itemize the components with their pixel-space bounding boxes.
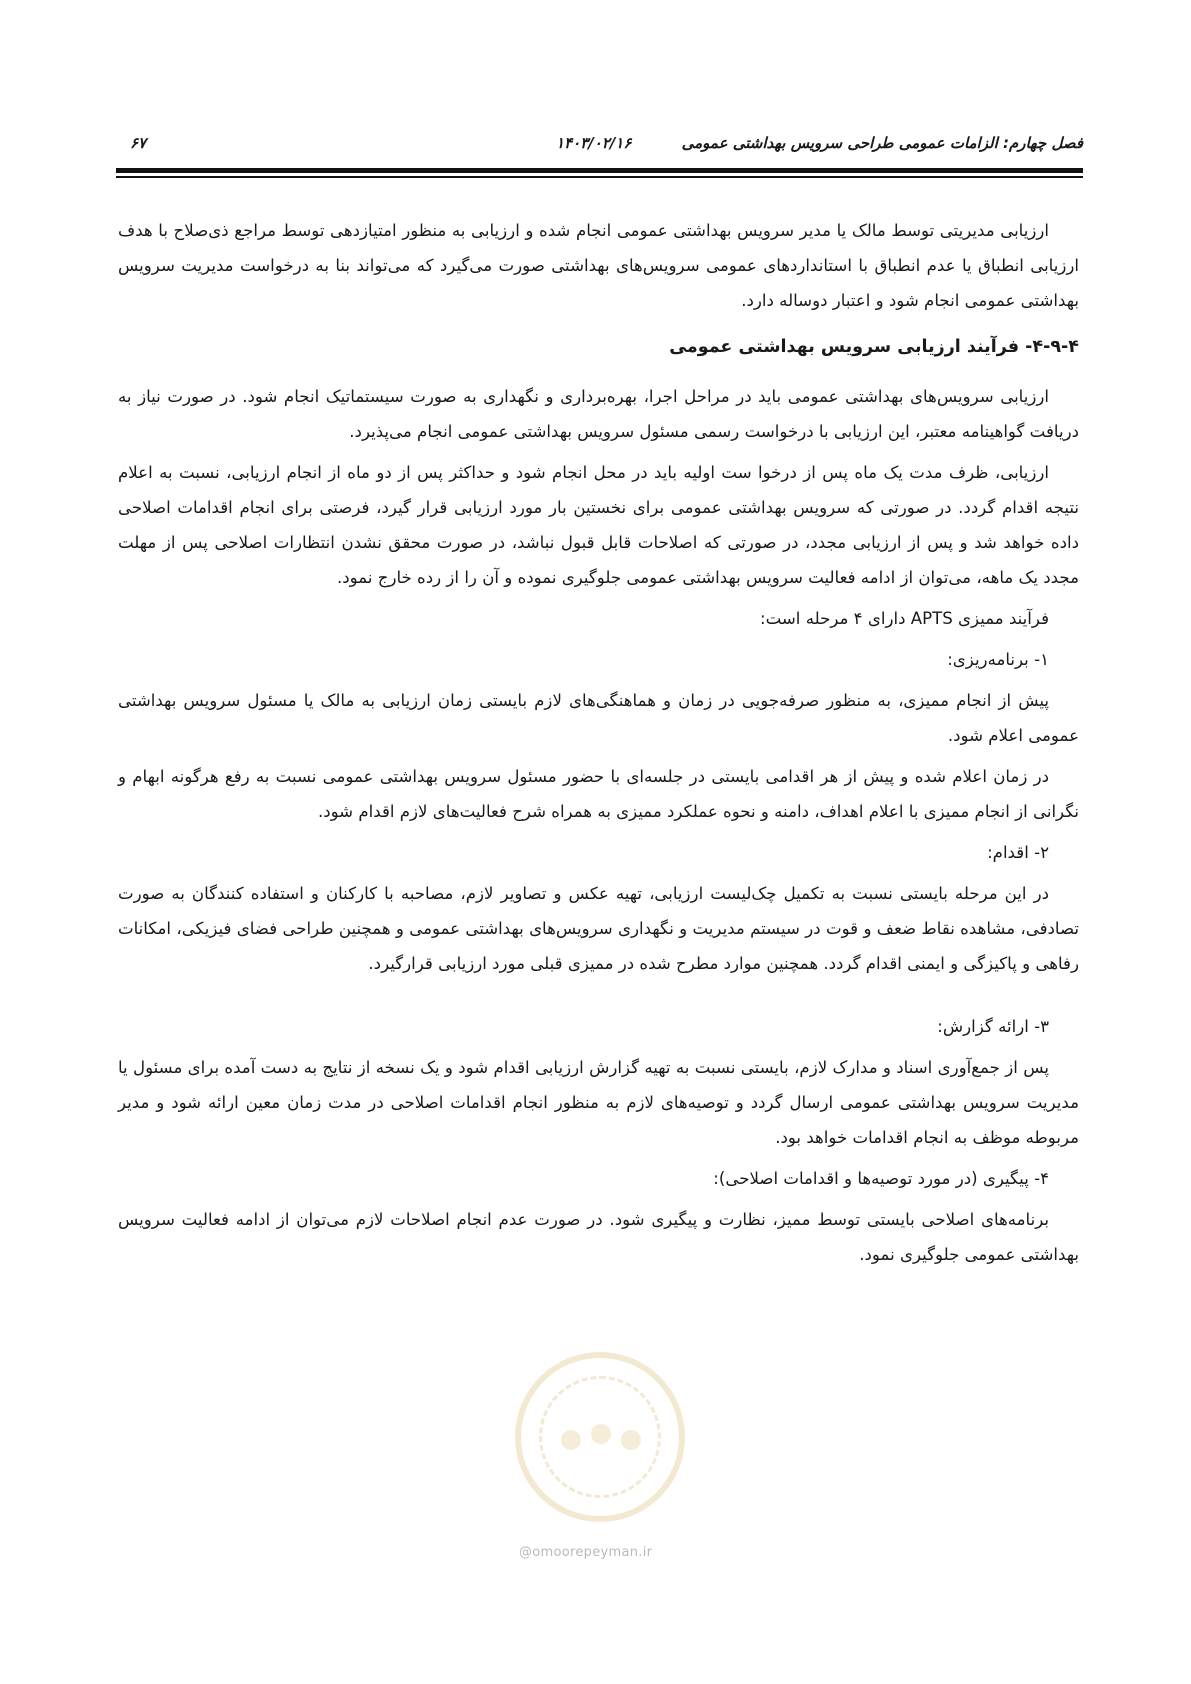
step-action: ۲- اقدام: — [987, 843, 1049, 862]
watermark-seal — [515, 1352, 685, 1522]
paragraph-audit-stages: فرآیند ممیزی APTS دارای ۴ مرحله است: — [760, 609, 1049, 628]
paragraph-planning: پیش از انجام ممیزی، به منظور صرفه‌جویی در زمان و هماهنگی‌های لازم بایستی زمان ارزیابی به مالک یا مسئول سرویس بهداشتی عمومی اعلام شود. — [118, 691, 1079, 745]
section-heading: ۴-۹-۴- فرآیند ارزیابی سرویس بهداشتی عمومی — [669, 337, 1079, 357]
paragraph-systematic-assessment: ارزیابی سرویس‌های بهداشتی عمومی باید در مراحل اجرا، بهره‌برداری و نگهداری به صورت سیستماتیک انجام شود. در صورت نیاز به دریافت گواهینامه معتبر، این ارزیابی با درخواست رسمی مسئول سرویس بهداشتی عمومی انجام می‌پذیرد. — [118, 387, 1079, 441]
page-header — [116, 128, 1083, 168]
chapter-title: فصل چهارم: الزامات عمومی طراحی سرویس بهداشتی عمومی — [681, 134, 1083, 152]
step-report: ۳- ارائه گزارش: — [937, 1017, 1049, 1036]
paragraph-report: پس از جمع‌آوری اسناد و مدارک لازم، بایستی نسبت به تهیه گزارش ارزیابی اقدام شود و یک نسخه از نتایج به دست آمده برای مسئول یا مدیریت سرویس بهداشتی عمومی ارسال گردد و توصیه‌های لازم به منظور انجام اقدامات اصلاحی در مدت زمان معین ارائه شود و مدیر مربوطه موظف به انجام اقدامات خواهد بود. — [118, 1058, 1079, 1147]
paragraph-followup: برنامه‌های اصلاحی بایستی توسط ممیز، نظارت و پیگیری شود. در صورت عدم انجام اصلاحات لازم می‌توان از ادامه فعالیت سرویس بهداشتی عمومی جلوگیری نمود. — [118, 1210, 1079, 1264]
paragraph-management-assessment: ارزیابی مدیریتی توسط مالک یا مدیر سرویس بهداشتی عمومی انجام شده و ارزیابی به منظور امتیازدهی توسط مراجع ذی‌صلاح با هدف ارزیابی انطباق یا عدم انطباق با استانداردهای عمومی سرویس‌های بهداشتی صورت می‌گیرد که می‌تواند بنا به درخواست مدیریت سرویس بهداشتی عمومی انجام شود و اعتبار دوساله دارد. — [118, 221, 1079, 310]
paragraph-assessment-timeline: ارزیابی، ظرف مدت یک ماه پس از درخوا ست اولیه باید در محل انجام شود و حداکثر پس از دو ماه از انجام ارزیابی، نسبت به اعلام نتیجه اقدام گردد. در صورتی که سرویس بهداشتی عمومی برای نخستین بار مورد ارزیابی قرار گیرد، فرصتی برای انجام اقدامات اصلاحی داده خواهد شد و پس از ارزیابی مجدد، در صورتی که اصلاحات قابل قبول نباشد، در صورت محقق نشدن انتظارات اصلاحی پس از مهلت مجدد یک ماهه، می‌توان از ادامه فعالیت سرویس بهداشتی عمومی جلوگیری نموده و آن را از رده خارج نمود. — [118, 463, 1079, 587]
watermark-figure-icon — [561, 1430, 581, 1450]
step-planning: ۱- برنامه‌ریزی: — [947, 650, 1049, 669]
watermark-figure-icon — [591, 1424, 611, 1444]
page-number: ۶۷ — [130, 134, 147, 152]
header-rule-thin — [116, 176, 1083, 178]
header-rule-thick — [116, 168, 1083, 173]
paragraph-meeting: در زمان اعلام شده و پیش از هر اقدامی بایستی در جلسه‌ای با حضور مسئول سرویس بهداشتی عمومی نسبت به رفع هرگونه ابهام و نگرانی از انجام ممیزی با اعلام اهداف، دامنه و نحوه عملکرد ممیزی به همراه شرح فعالیت‌های لازم اقدام شود. — [118, 767, 1079, 821]
body-text — [118, 213, 1079, 1278]
paragraph-action: در این مرحله بایستی نسبت به تکمیل چک‌لیست ارزیابی، تهیه عکس و تصاویر لازم، مصاحبه با کارکنان و استفاده کنندگان به صورت تصادفی، مشاهده نقاط ضعف و قوت در سیستم مدیریت و نگهداری سرویس‌های بهداشتی عمومی و همچنین طراحی فضای فیزیکی، امکانات رفاهی و پاکیزگی و ایمنی اقدام گردد. همچنین موارد مطرح شده در ممیزی قبلی مورد ارزیابی قرارگیرد. — [118, 884, 1079, 973]
step-followup: ۴- پیگیری (در مورد توصیه‌ها و اقدامات اصلاحی): — [713, 1169, 1049, 1188]
watermark-site: @omoorepeyman.ir — [519, 1545, 653, 1560]
watermark-figure-icon — [621, 1430, 641, 1450]
header-date: ۱۴۰۳/۰۲/۱۶ — [556, 134, 632, 152]
